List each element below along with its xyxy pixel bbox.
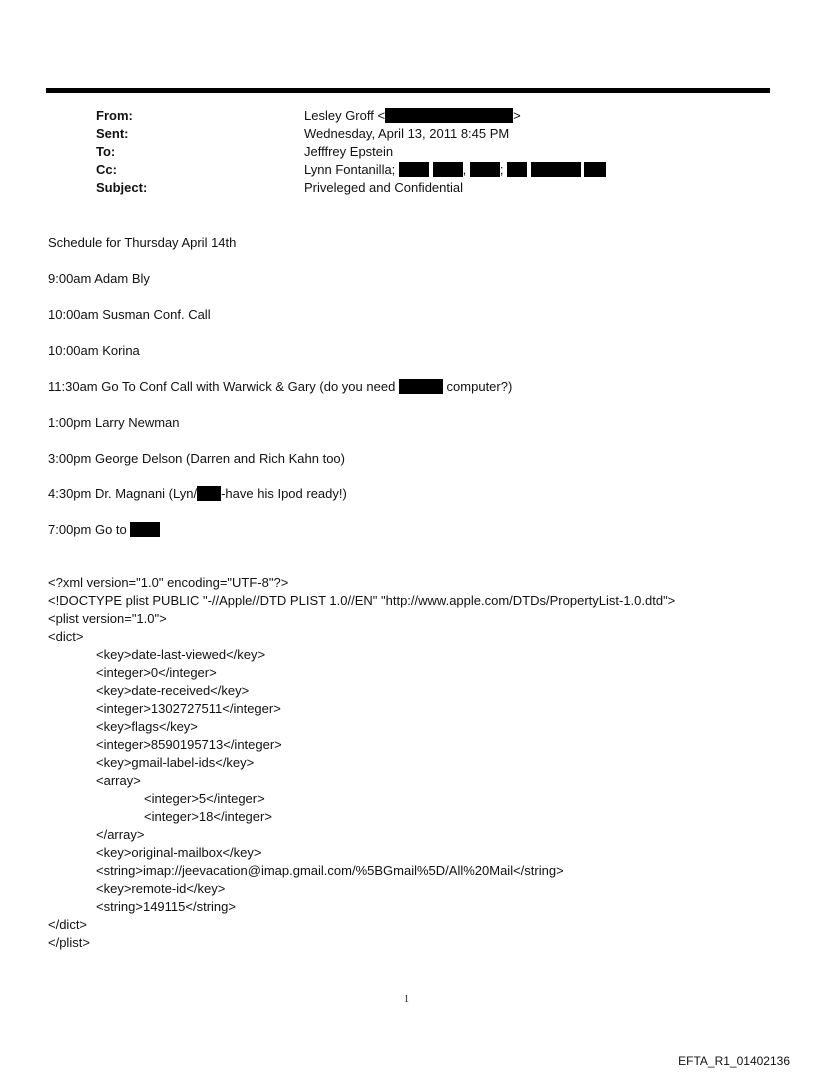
xml-line: <array>: [96, 773, 141, 788]
cc-name: Lynn Fontanilla;: [304, 162, 396, 177]
xml-line: </plist>: [48, 935, 90, 950]
xml-line: <dict>: [48, 629, 84, 644]
sent-label: Sent:: [96, 126, 129, 141]
schedule-item-text: 4:30pm Dr. Magnani (Lyn/: [48, 486, 198, 501]
from-name: Lesley Groff <: [304, 108, 386, 123]
schedule-item-text: 11:30am Go To Conf Call with Warwick & Gary (do you need: [48, 379, 396, 394]
redaction-block: [433, 162, 463, 177]
schedule-item: [48, 378, 512, 396]
schedule-item: [48, 521, 160, 539]
xml-line: <integer>1302727511</integer>: [96, 701, 281, 716]
to-value: Jefffrey Epstein: [304, 144, 394, 159]
schedule-item-suffix: computer?): [442, 379, 513, 394]
xml-line: <key>flags</key>: [96, 719, 198, 734]
xml-line: <key>date-received</key>: [96, 683, 250, 698]
to-label: To:: [96, 144, 116, 159]
schedule-item: 10:00am Korina: [48, 343, 140, 358]
schedule-item: 3:00pm George Delson (Darren and Rich Kahn too): [48, 451, 345, 466]
schedule-item-text: 7:00pm Go to: [48, 522, 127, 537]
redaction-block: [399, 162, 429, 177]
cc-value: [304, 161, 606, 179]
redaction-block: [470, 162, 500, 177]
redaction-block: [531, 162, 581, 177]
xml-line: <string>imap://jeevacation@imap.gmail.com/%5BGmail%5D/All%20Mail</string>: [96, 863, 564, 878]
schedule-item: [48, 485, 347, 503]
subject-label: Subject:: [96, 180, 148, 195]
xml-line: <integer>8590195713</integer>: [96, 737, 282, 752]
xml-line: <!DOCTYPE plist PUBLIC "-//Apple//DTD PLIST 1.0//EN" "http://www.apple.com/DTDs/PropertyList-1.0.dtd">: [48, 593, 676, 608]
xml-line: <integer>5</integer>: [144, 791, 265, 806]
schedule-item: 9:00am Adam Bly: [48, 271, 150, 286]
xml-line: <integer>18</integer>: [144, 809, 272, 824]
from-label: From:: [96, 108, 133, 123]
schedule-title: Schedule for Thursday April 14th: [48, 235, 237, 250]
xml-line: <key>remote-id</key>: [96, 881, 226, 896]
cc-label: Cc:: [96, 162, 117, 177]
redaction-block: [130, 522, 160, 537]
schedule-item: 10:00am Susman Conf. Call: [48, 307, 211, 322]
redaction-block: [584, 162, 606, 177]
xml-line: </dict>: [48, 917, 88, 932]
plist-xml: [48, 574, 675, 952]
xml-line: <?xml version="1.0" encoding="UTF-8"?>: [48, 575, 289, 590]
from-value: [304, 107, 521, 125]
xml-line: <key>original-mailbox</key>: [96, 845, 262, 860]
subject-value: Priveleged and Confidential: [304, 180, 463, 195]
bates-number: EFTA_R1_01402136: [678, 1054, 790, 1068]
schedule-item-suffix: -have his Ipod ready!): [221, 486, 347, 501]
redaction-block: [385, 108, 513, 123]
page-number: 1: [404, 994, 409, 1005]
xml-line: <string>149115</string>: [96, 899, 236, 914]
header-rule: [46, 88, 770, 93]
cc-separator: ,: [462, 162, 467, 177]
sent-value: Wednesday, April 13, 2011 8:45 PM: [304, 126, 510, 141]
xml-line: <integer>0</integer>: [96, 665, 217, 680]
cc-separator: ;: [499, 162, 504, 177]
schedule-item: 1:00pm Larry Newman: [48, 415, 180, 430]
redaction-block: [507, 162, 527, 177]
xml-line: </array>: [96, 827, 145, 842]
from-close: >: [513, 108, 521, 123]
redaction-block: [399, 379, 443, 394]
xml-line: <plist version="1.0">: [48, 611, 167, 626]
redaction-block: [197, 486, 221, 501]
xml-line: <key>date-last-viewed</key>: [96, 647, 266, 662]
xml-line: <key>gmail-label-ids</key>: [96, 755, 255, 770]
